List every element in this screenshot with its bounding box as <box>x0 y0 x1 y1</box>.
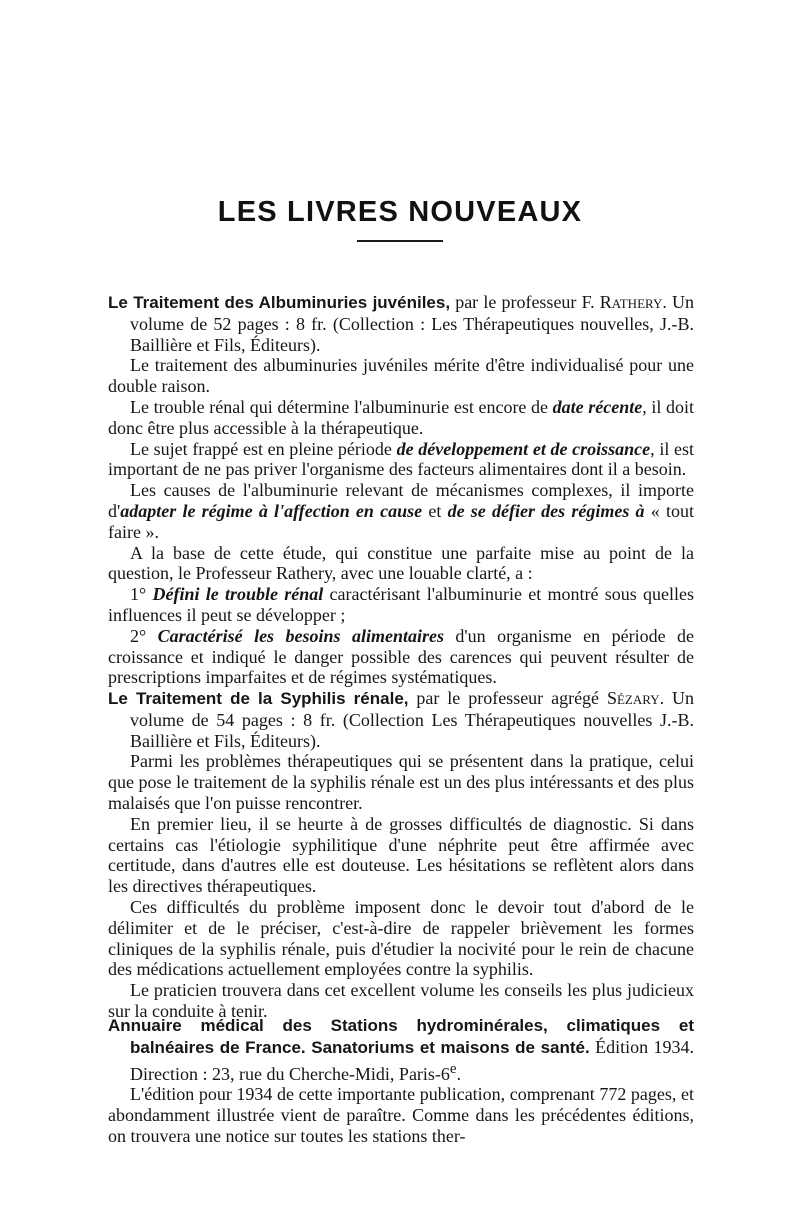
review-paragraph <box>108 543 694 585</box>
author-name: Sézary <box>606 688 660 708</box>
review-paragraph <box>108 397 694 439</box>
point-number: 2° <box>130 625 158 646</box>
numbered-point <box>108 626 694 688</box>
page-title: LES LIVRES NOUVEAUX <box>217 196 583 228</box>
edition-info: Édition 1934. Direction : 23, rue du Cherche-Midi, Paris-6 <box>130 1036 694 1084</box>
paragraph-text: Parmi les problèmes thérapeutiques qui se présentent dans la pratique, celui que pose le traitement de la syphilis rénale est un des plus intéressants et des plus malaisés que l'on puisse rencontrer. <box>108 751 694 813</box>
review-heading <box>108 1015 694 1084</box>
paragraph-text: A la base de cette étude, qui constitue une parfaite mise au point de la question, le Professeur Rathery, avec une louable clarté, a : <box>108 542 694 584</box>
paragraph-text: , il doit donc être plus accessible à la thérapeutique. <box>108 396 694 438</box>
emphasis-text: Défini le trouble rénal <box>152 584 324 605</box>
author-name: Rathery <box>599 292 663 312</box>
book-details: . <box>456 1063 462 1084</box>
book-details: . Un volume de 52 pages : 8 fr. (Collection : Les Thérapeutiques nouvelles, J.-B. Baillière et Fils, Éditeurs). <box>130 292 695 355</box>
book-title: Le Traitement de la Syphilis rénale, <box>108 689 409 708</box>
book-details: . Un volume de 54 pages : 8 fr. (Collection Les Thérapeutiques nouvelles J.-B. Baillière et Fils, Éditeurs). <box>130 688 695 751</box>
paragraph-text: Le trouble rénal qui détermine l'albuminurie est encore de <box>130 396 553 417</box>
byline: par le professeur F. <box>450 292 600 312</box>
paragraph-text: Les causes de l'albuminurie relevant de mécanismes complexes, il importe d' <box>108 480 694 521</box>
title-rule <box>357 240 443 242</box>
paragraph-text: L'édition pour 1934 de cette importante publication, comprenant 772 pages, et abondamment illustrée vient de paraître. Comme dans les précédentes éditions, on trouvera une notice sur toutes les stations ther- <box>108 1084 694 1146</box>
numbered-point <box>108 584 694 626</box>
paragraph-text: et <box>422 500 448 521</box>
book-title: Le Traitement des Albuminuries juvéniles, <box>108 293 451 312</box>
review-paragraph <box>108 897 694 980</box>
review-paragraph <box>108 439 694 481</box>
book-review-annuaire-medical <box>108 1015 694 1147</box>
paragraph-text: , il est important de ne pas priver l'organisme des facteurs alimentaires dont il a besoin. <box>108 438 694 480</box>
paragraph-text: Ces difficultés du problème imposent donc le devoir tout d'abord de le délimiter et de le préciser, c'est-à-dire de rappeler brièvement les formes cliniques de la syphilis rénale, puis d'étudier la nocivité pour le rein de chacune des médications actuellement employées contre la syphilis. <box>108 896 694 980</box>
point-number: 1° <box>130 584 153 605</box>
superscript-text: e <box>449 1060 457 1077</box>
emphasis-text: adapter le régime à l'affection en cause <box>120 500 423 521</box>
book-title: Annuaire médical des Stations hydrominérales, climatiques et balnéaires de France. Sanatoriums et maisons de santé. <box>108 1016 694 1057</box>
emphasis-text: Caractérisé les besoins alimentaires <box>157 625 444 646</box>
emphasis-text: date récente <box>552 396 643 417</box>
book-review-albuminuries <box>108 292 694 688</box>
paragraph-text: « tout faire ». <box>108 500 694 542</box>
review-paragraph <box>108 751 694 813</box>
book-review-syphilis-renale <box>108 688 694 1022</box>
review-paragraph <box>108 480 694 542</box>
paragraph-text: Le praticien trouvera dans cet excellent volume les conseils les plus judicieux sur la conduite à tenir. <box>108 980 694 1021</box>
review-paragraph <box>108 814 694 897</box>
paragraph-text: Le traitement des albuminuries juvéniles mérite d'être individualisé pour une double raison. <box>108 355 694 397</box>
paragraph-text: caractérisant l'albuminurie et montré sous quelles influences il peut se développer ; <box>108 584 695 625</box>
byline: par le professeur agrégé <box>408 688 607 708</box>
review-heading <box>108 688 694 751</box>
review-paragraph <box>108 1084 694 1146</box>
paragraph-text: Le sujet frappé est en pleine période <box>130 438 397 459</box>
paragraph-text: d'un organisme en période de croissance et indiqué le danger possible des carences qui peuvent résulter de prescriptions imparfaites et de régimes systématiques. <box>108 625 694 688</box>
paragraph-text: En premier lieu, il se heurte à de grosses difficultés de diagnostic. Si dans certains cas l'étiologie syphilitique d'une néphrite peut être affirmée avec certitude, dans d'autres elle est douteuse. Les hésitations se reflètent alors dans les directives thérapeutiques. <box>108 813 694 897</box>
review-heading <box>108 292 694 355</box>
emphasis-text: de développement et de croissance <box>396 438 651 459</box>
review-paragraph <box>108 355 694 397</box>
emphasis-text: de se défier des régimes à <box>447 500 645 521</box>
